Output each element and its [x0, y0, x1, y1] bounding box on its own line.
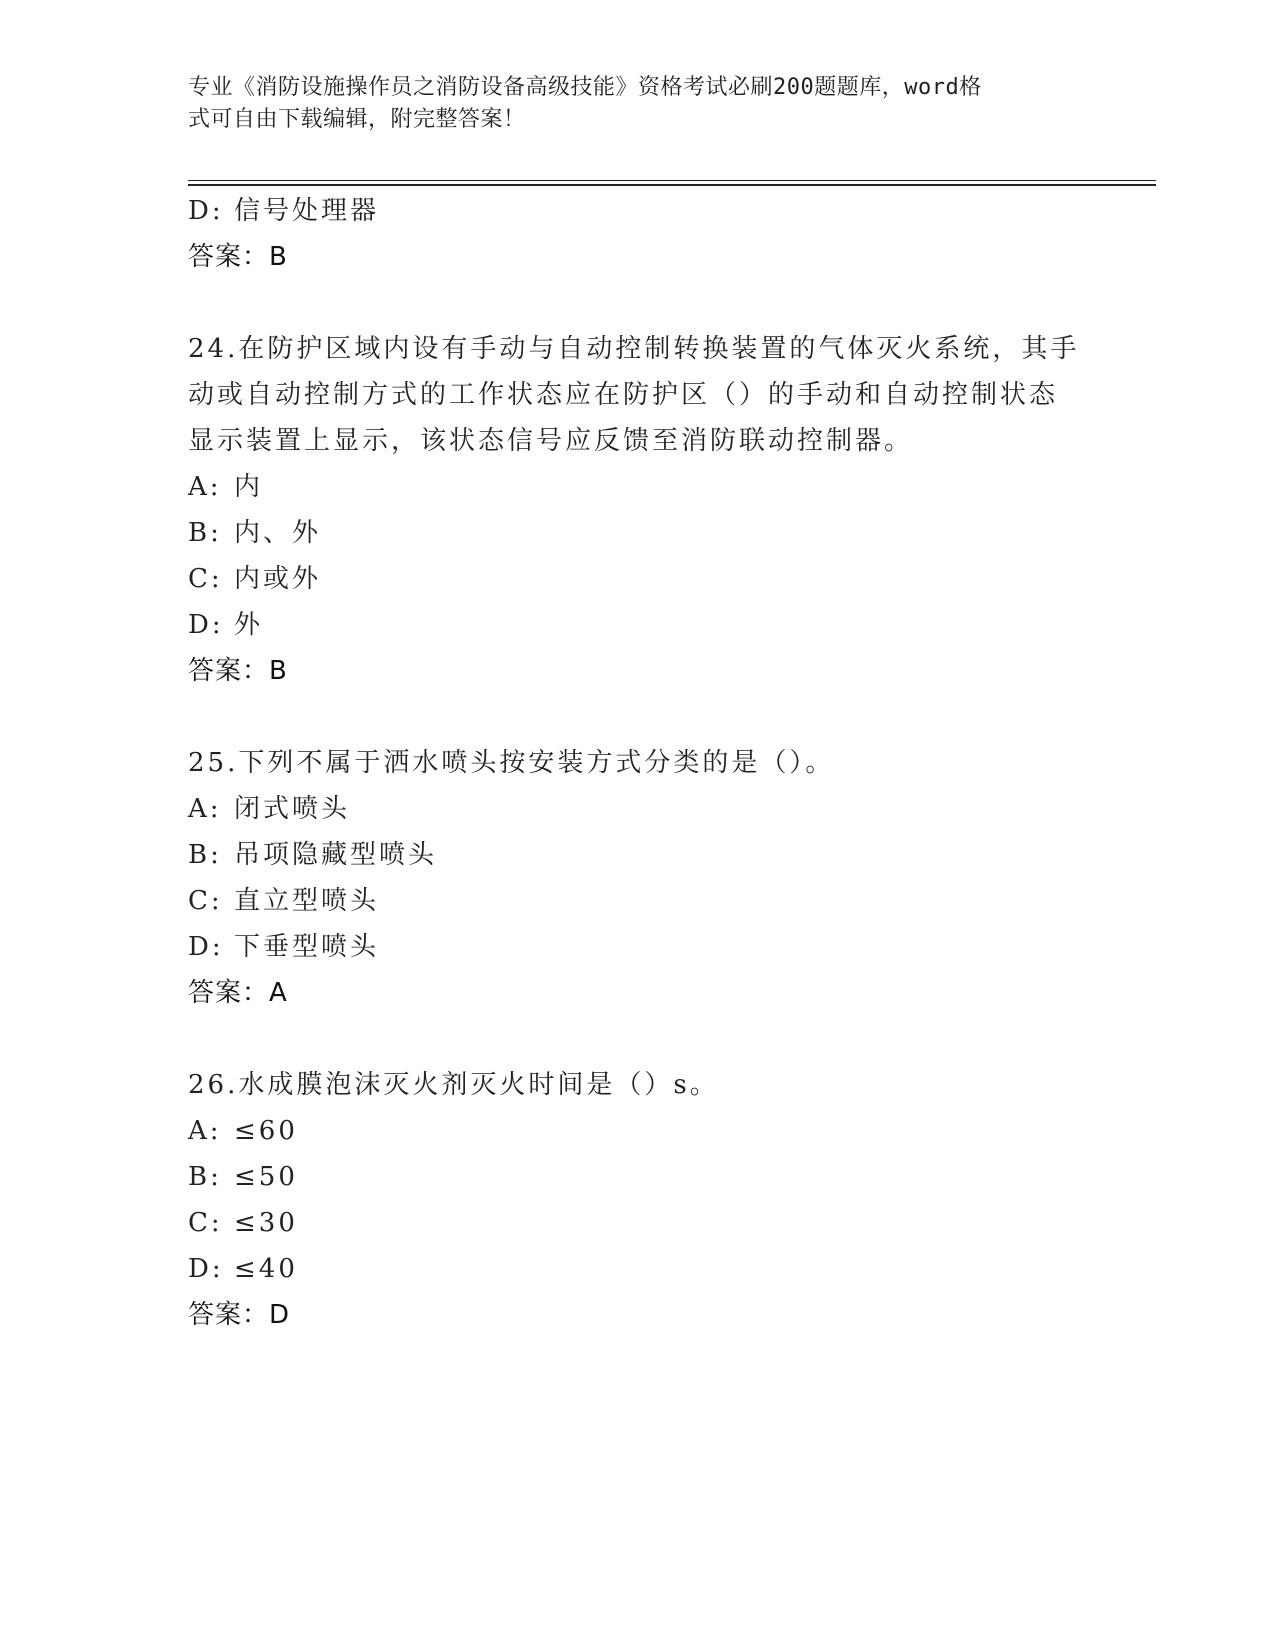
- answer-line: 答案：B: [188, 656, 288, 686]
- question-26: [188, 1062, 1088, 1338]
- option-b: [188, 510, 1088, 556]
- question-stem-line: 26.水成膜泡沫灭火剂灭火时间是（）s。: [188, 1070, 719, 1100]
- option-a: [188, 1108, 1088, 1154]
- option-b: [188, 832, 1088, 878]
- option-key: A:: [188, 1116, 222, 1146]
- question-list: [188, 188, 1088, 1338]
- answer-line: 答案：D: [188, 1300, 291, 1330]
- option-text: 下垂型喷头: [234, 932, 380, 962]
- option-text: 内: [234, 472, 264, 502]
- option-text: 外: [234, 610, 264, 640]
- option-d: [188, 602, 1088, 648]
- option-text: 吊项隐藏型喷头: [234, 840, 438, 870]
- header-line-2: 式可自由下载编辑，附完整答案！: [188, 107, 526, 132]
- option-text: 闭式喷头: [234, 794, 351, 824]
- spacer: [188, 1016, 1088, 1062]
- answer-line: 答案：B: [188, 242, 288, 272]
- spacer: [188, 280, 1088, 326]
- answer-line: 答案：A: [188, 978, 288, 1008]
- option-key: D:: [188, 196, 224, 226]
- option-d: [188, 188, 1088, 234]
- option-d: [188, 924, 1088, 970]
- option-text: ≤30: [234, 1208, 298, 1238]
- question-stem-line: 显示装置上显示，该状态信号应反馈至消防联动控制器。: [188, 426, 914, 456]
- question-stem-line: 25.下列不属于洒水喷头按安装方式分类的是（）。: [188, 748, 835, 778]
- option-key: D:: [188, 1254, 224, 1284]
- option-c: [188, 878, 1088, 924]
- option-key: D:: [188, 610, 224, 640]
- option-a: [188, 464, 1088, 510]
- option-key: B:: [188, 840, 222, 870]
- option-key: C:: [188, 1208, 223, 1238]
- option-text: 内或外: [234, 564, 322, 594]
- option-a: [188, 786, 1088, 832]
- option-key: B:: [188, 1162, 222, 1192]
- option-key: C:: [188, 886, 223, 916]
- option-b: [188, 1154, 1088, 1200]
- option-c: [188, 1200, 1088, 1246]
- question-stem-line: 24.在防护区域内设有手动与自动控制转换装置的气体灭火系统，其手: [188, 334, 1080, 364]
- option-key: C:: [188, 564, 223, 594]
- option-key: D:: [188, 932, 224, 962]
- option-text: 直立型喷头: [234, 886, 380, 916]
- question-24: [188, 326, 1088, 694]
- option-text: ≤40: [234, 1254, 298, 1284]
- option-text: ≤50: [234, 1162, 298, 1192]
- option-text: 信号处理器: [234, 196, 380, 226]
- option-key: A:: [188, 794, 222, 824]
- question-stem-line: 动或自动控制方式的工作状态应在防护区（）的手动和自动控制状态: [188, 380, 1059, 410]
- header-line-1: 专业《消防设施操作员之消防设备高级技能》资格考试必刷200题题库，word格: [188, 75, 982, 100]
- option-d: [188, 1246, 1088, 1292]
- option-c: [188, 556, 1088, 602]
- question-25: [188, 740, 1088, 1016]
- spacer: [188, 694, 1088, 740]
- option-text: 内、外: [234, 518, 322, 548]
- option-key: B:: [188, 518, 222, 548]
- option-text: ≤60: [234, 1116, 298, 1146]
- option-key: A:: [188, 472, 222, 502]
- header-divider-thick: [188, 184, 1156, 186]
- header-divider-thin: [188, 180, 1156, 181]
- document-header: [188, 72, 1088, 136]
